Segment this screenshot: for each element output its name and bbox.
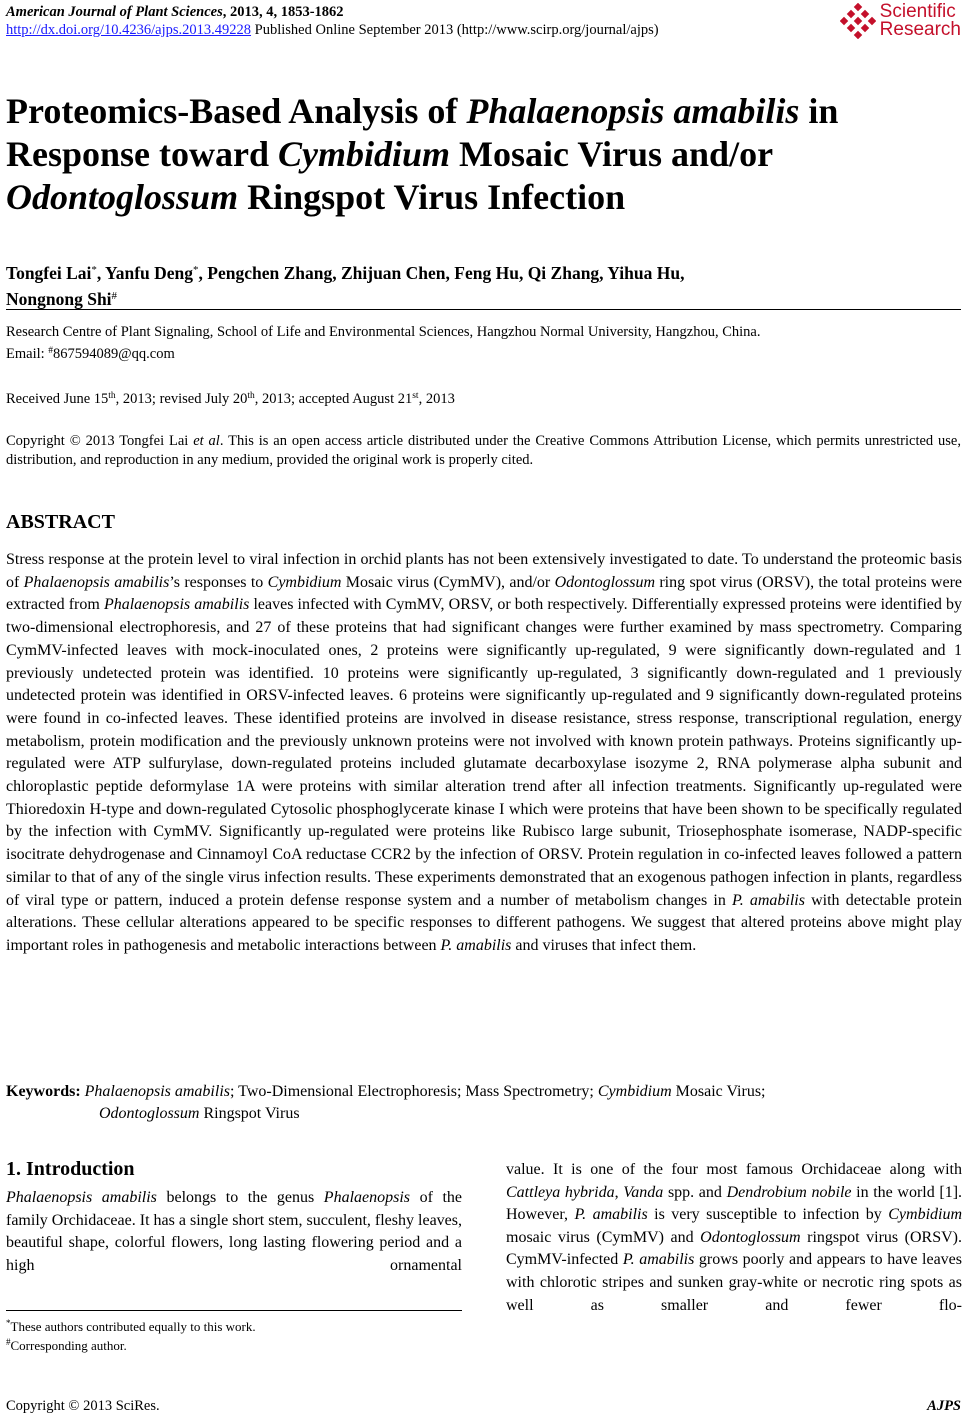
- email-line: Email: #867594089@qq.com: [6, 346, 175, 362]
- copyright-notice: Copyright © 2013 Tongfei Lai et al. This is an open access article distributed under the Creative Commons Attribution License, which permits unrestricted use, distribution, and reproduction in any medium, provided the original work is properly cited.: [6, 433, 961, 468]
- intro-left-column: Phalaenopsis amabilis belongs to the genus Phalaenopsis of the family Orchidaceae. It has a single short stem, succulent, fleshy leaves, beautiful shape, colorful flowers, long lasting flowering period and a high ornamental: [6, 1189, 463, 1274]
- introduction-heading: 1. Introduction: [6, 1158, 135, 1180]
- scirp-diamond-icon: [840, 3, 876, 39]
- journal-abbreviation: AJPS: [927, 1398, 961, 1414]
- keywords: Keywords: Phalaenopsis amabilis; Two-Dimensional Electrophoresis; Mass Spectrometry; Cymbidium Mosaic Virus; Odontoglossum Ringspot Virus: [6, 1083, 766, 1122]
- intro-right-column: value. It is one of the four most famous Orchidaceae along with Cattleya hybrida, Vanda spp. and Dendrobium nobile in the world [1]. However, P. amabilis is very susceptible to infection by Cymbidium mosaic virus (CymMV) and Odontoglossum ringspot virus (ORSV). CymMV-infected P. amabilis grows poorly and appears to have leaves with chlorotic stripes and sunken gray-white or necrotic ring spots as well as smaller and fewer flo-: [506, 1161, 963, 1314]
- doi-link[interactable]: http://dx.doi.org/10.4236/ajps.2013.49228: [6, 22, 252, 38]
- affiliation: Research Centre of Plant Signaling, School of Life and Environmental Sciences, Hangzhou Normal University, Hangzhou, China. Email: #867594089@qq.com: [6, 323, 961, 364]
- footnote-equal-contribution: *These authors contributed equally to this work.: [6, 1318, 256, 1334]
- footnote-divider: [6, 1310, 462, 1311]
- received-dates: Received June 15th, 2013; revised July 20th, 2013; accepted August 21st, 2013: [6, 391, 455, 407]
- footnote-corresponding: #Corresponding author.: [6, 1337, 127, 1353]
- abstract-body: Stress response at the protein level to viral infection in orchid plants has not been extensively investigated to date. To understand the proteomic basis of Phalaenopsis amabilis’s responses to Cymbidium Mosaic virus (CymMV), and/or Odontoglossum ring spot virus (ORSV), the total proteins were extracted from Phalaenopsis amabilis leaves infected with CymMV, ORSV, or both respectively. Differentially expressed proteins were identified by two-dimensional electrophoresis, and 27 of these proteins that had significant changes were further examined by mass spectrometry. Comparing CymMV-infected leaves with mock-inoculated ones, 2 proteins were significantly up-regulated, 9 were significantly down-regulated and 1 previously undetected protein was identified. 10 proteins were significantly up-regulated, 3 significantly down-regulated and 1 previously undetected protein was identified in ORSV-infected leaves. 6 proteins were significantly up-regulated and 9 significantly down-regulated proteins were found in co-infected leaves. These identified proteins are involved in disease resistance, stress response, transcriptional regulation, energy metabolism, protein modification and the previously unknown proteins were not involved with known protein pathways. Proteins significantly up-regulated were ATP sulfurylase, down-regulated proteins included glutamate decarboxylase isozyme 2, RNA polymerase alpha subunit and chloroplastic peptide deformylase 1A were proteins with similar alteration trend after all infection treatments. Significantly up-regulated were Thioredoxin H-type and down-regulated Cytosolic phosphoglycerate kinase I which were proteins that have been shown to be specifically regulated by the infection with CymMV. Significantly up-regulated were proteins like Rubisco large subunit, Triosephosphate isomerase, NADP-specific isocitrate dehydrogenase and Cinnamoyl CoA reductase CCR2 by the infection of ORSV. Protein regulation in co-infected leaves followed a pattern similar to that of any of the single virus infection results. These experiments demonstrated that an exogenous pathogen infection in plants, regardless of viral type or pattern, induced a protein defense response system and a number of metabolism changes in P. amabilis with detectable protein alterations. These cellular alterations appeared to be specific responses to different pathogens. We suggest that altered proteins above might play important roles in pathogenesis and metabolic interactions between P. amabilis and viruses that infect them.: [6, 551, 963, 954]
- page-header: [6, 3, 961, 47]
- author-list: Tongfei Lai*, Yanfu Deng*, Pengchen Zhang, Zhijuan Chen, Feng Hu, Qi Zhang, Yihua Hu, Nongnong Shi#: [6, 263, 685, 309]
- abstract-heading: ABSTRACT: [6, 511, 115, 533]
- journal-citation: American Journal of Plant Sciences, 2013, 4, 1853-1862: [6, 4, 344, 20]
- divider-top: [6, 309, 961, 310]
- scientific-research-logo: Scientific Research: [840, 3, 961, 39]
- doi-line: http://dx.doi.org/10.4236/ajps.2013.49228 Published Online September 2013 (http://www.scirp.org/journal/ajps): [6, 22, 659, 38]
- page-footer: Copyright © 2013 SciRes. AJPS: [6, 1398, 961, 1414]
- article-title: Proteomics-Based Analysis of Phalaenopsis amabilis in Response toward Cymbidium Mosaic Virus and/or Odontoglossum Ringspot Virus Infection: [6, 91, 839, 217]
